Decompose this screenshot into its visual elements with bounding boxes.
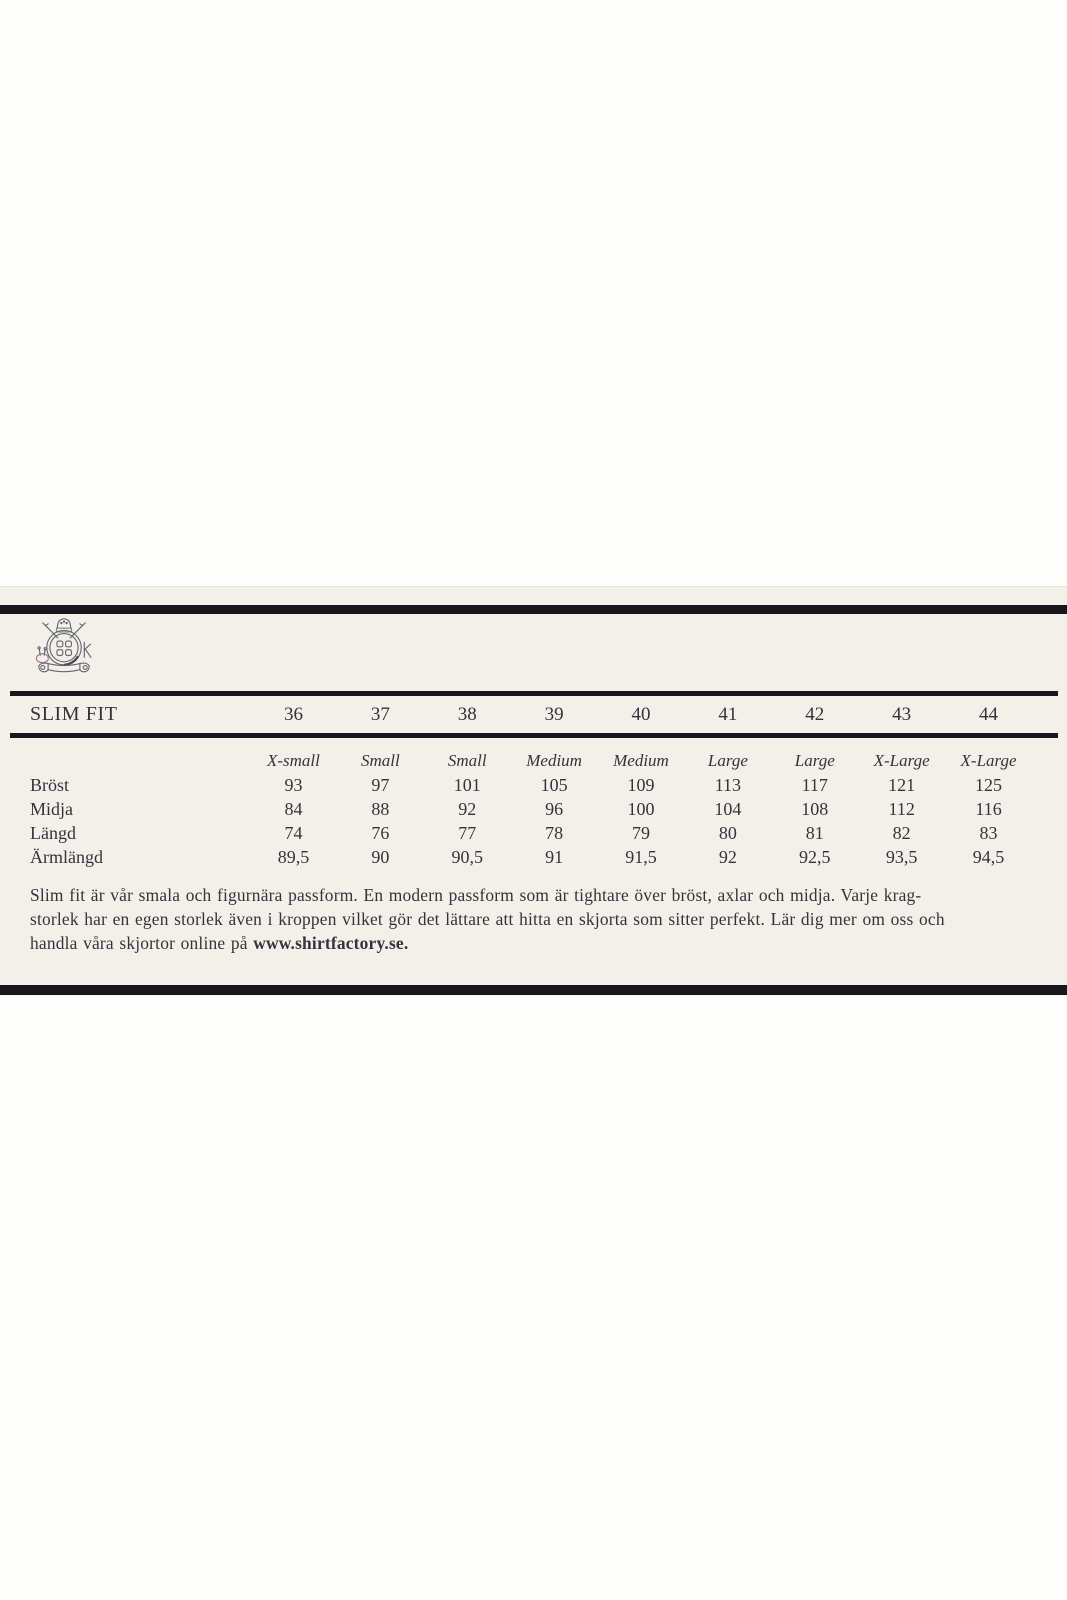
card-bottom-border-bar <box>0 985 1067 995</box>
measure-value: 109 <box>627 775 655 795</box>
measure-value: 80 <box>718 823 737 843</box>
size-name: X-small <box>266 751 320 770</box>
measure-value: 108 <box>801 799 829 819</box>
measure-label: Ärmlängd <box>30 847 103 867</box>
size-name: Medium <box>613 751 669 770</box>
measure-value: 81 <box>805 823 824 843</box>
table-row-midja <box>10 797 1058 821</box>
table-row-armlangd <box>10 845 1058 869</box>
description-line <box>30 931 1058 955</box>
measure-value: 91,5 <box>625 847 657 867</box>
measure-value: 74 <box>284 823 303 843</box>
measure-value: 90 <box>371 847 390 867</box>
size-name: Small <box>360 751 400 770</box>
description-line: Slim fit är vår smala och figurnära passform. En modern passform som är tightare över bröst, axlar och midja. Varje krag- <box>30 885 922 905</box>
measure-value: 116 <box>975 799 1002 819</box>
empty-label-cell <box>10 749 250 773</box>
measure-value: 113 <box>714 775 742 795</box>
size-name: Medium <box>526 751 582 770</box>
measure-value: 91 <box>545 847 564 867</box>
measure-value: 101 <box>453 775 481 795</box>
measure-value: 94,5 <box>972 847 1005 867</box>
measure-value: 100 <box>627 799 655 819</box>
measure-value: 117 <box>801 775 828 795</box>
measure-value: 77 <box>458 823 477 843</box>
size-chart-card <box>0 586 1067 996</box>
measure-value: 90,5 <box>451 847 483 867</box>
table-header-rule <box>10 733 1058 738</box>
collar-size-41: 41 <box>718 704 738 725</box>
measure-value: 93 <box>284 775 303 795</box>
measure-value: 105 <box>540 775 568 795</box>
collar-size-header-row <box>10 696 1058 733</box>
size-name: X-Large <box>960 751 1017 770</box>
measure-value: 84 <box>284 799 303 819</box>
size-name: Large <box>707 751 748 770</box>
measure-value: 82 <box>892 823 911 843</box>
description-line-start: handla våra skjortor online på <box>30 933 254 953</box>
measure-value: 125 <box>975 775 1003 795</box>
card-top-border-bar <box>0 605 1067 614</box>
measure-value: 96 <box>545 799 564 819</box>
collar-size-42: 42 <box>805 704 825 725</box>
collar-size-40: 40 <box>631 704 651 725</box>
measure-value: 78 <box>545 823 564 843</box>
collar-size-37: 37 <box>370 704 390 725</box>
fit-name-label: SLIM FIT <box>30 703 118 725</box>
collar-size-44: 44 <box>979 704 999 725</box>
measure-value: 97 <box>371 775 390 795</box>
collar-size-36: 36 <box>283 704 303 725</box>
measure-value: 83 <box>979 823 998 843</box>
shirtfactory-crest-logo-icon <box>27 615 101 675</box>
collar-size-39: 39 <box>544 704 564 725</box>
measure-label: Midja <box>30 799 73 819</box>
measure-value: 92 <box>718 847 737 867</box>
website-url-text: www.shirtfactory.se. <box>253 933 409 953</box>
measure-value: 79 <box>631 823 650 843</box>
size-name: X-Large <box>873 751 930 770</box>
measure-value: 93,5 <box>885 847 918 867</box>
measure-value: 104 <box>714 799 742 819</box>
description-line: storlek har en egen storlek även i kroppen vilket gör det lättare att hitta en skjorta som sitter perfekt. Lär dig mer om oss och <box>30 909 945 929</box>
size-name: Small <box>447 751 487 770</box>
measure-value: 92 <box>458 799 477 819</box>
measure-value: 76 <box>371 823 390 843</box>
size-name-row <box>10 749 1058 773</box>
measure-value: 88 <box>371 799 390 819</box>
measure-value: 121 <box>888 775 916 795</box>
collar-size-43: 43 <box>892 704 912 725</box>
measure-value: 89,5 <box>277 847 310 867</box>
description-paragraph <box>30 883 1058 955</box>
measure-value: 112 <box>888 799 915 819</box>
collar-size-38: 38 <box>457 704 477 725</box>
measure-value: 92,5 <box>799 847 831 867</box>
measure-label: Längd <box>30 823 76 843</box>
table-row-langd <box>10 821 1058 845</box>
measure-label: Bröst <box>30 775 70 795</box>
table-row-brost <box>10 773 1058 797</box>
size-name: Large <box>794 751 835 770</box>
